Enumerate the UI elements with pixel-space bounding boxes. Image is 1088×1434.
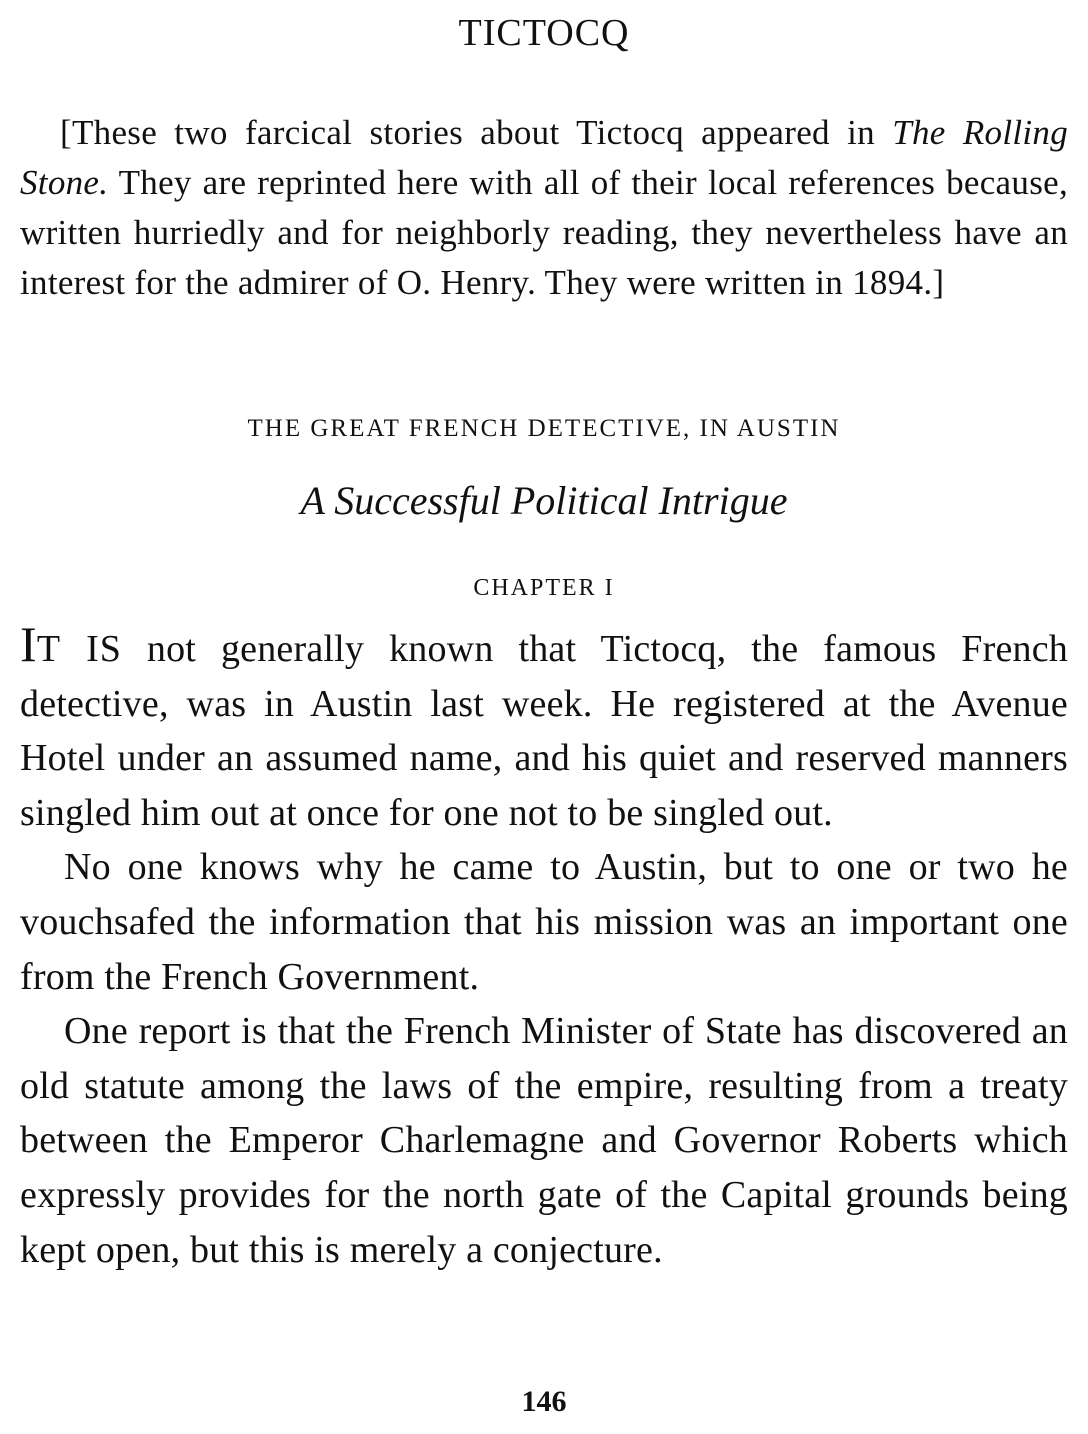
drop-cap: I — [20, 616, 37, 672]
story-subtitle: A Successful Political Intrigue — [300, 478, 788, 523]
body-paragraph-1 — [20, 616, 1068, 840]
editorial-note-paragraph — [20, 108, 1068, 308]
note-text-after-title: They are reprinted here with all of their local references because, written hurriedly and for neighborly reading, they nevertheless have an interest for the admirer of O. Henry. They were written in 1894.] — [20, 163, 1068, 302]
chapter-body — [20, 616, 1068, 1277]
running-head: TICTOCQ — [458, 12, 630, 54]
paragraph-1-text: not generally known that Tictocq, the famous French detective, was in Austin last week. He registered at the Avenue Hotel under an assumed name, and his quiet and reserved manners singled him out at once for one not to be singled out. — [20, 628, 1068, 834]
note-text-before-title: These two farcical stories about Tictocq appeared in — [71, 113, 893, 152]
story-title: THE GREAT FRENCH DETECTIVE, IN AUSTIN — [247, 415, 841, 442]
page-number: 146 — [521, 1385, 567, 1418]
editorial-note — [20, 108, 1068, 308]
body-paragraph-3: One report is that the French Minister of State has discovered an old statute among the laws of the empire, resulting from a treaty between the Emperor Charlemagne and Governor Roberts which expressly provides for the north gate of the Capital grounds being kept open, but this is merely a conjecture. — [20, 1010, 1068, 1271]
chapter-heading: CHAPTER I — [473, 575, 615, 601]
body-paragraph-2: No one knows why he came to Austin, but to one or two he vouchsafed the information that his mission was an important one from the French Government. — [20, 846, 1068, 998]
publication-title: The Rolling Stone. — [20, 113, 1068, 202]
open-bracket: [ — [60, 113, 72, 152]
lead-caps: T IS — [36, 628, 122, 670]
